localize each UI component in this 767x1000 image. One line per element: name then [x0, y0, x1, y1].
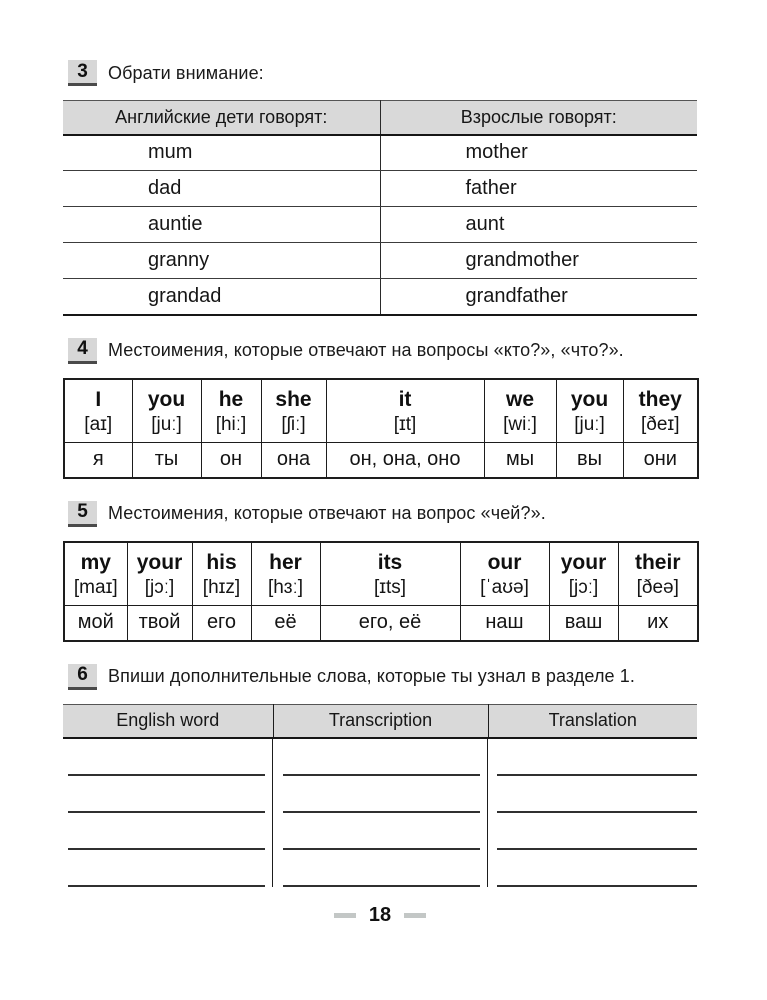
fill-header-transcription: Transcription: [273, 704, 488, 738]
pronoun-transcription: [hɜː]: [267, 576, 304, 598]
pronoun-translation: твой: [127, 606, 192, 641]
writing-line: [283, 885, 480, 887]
blank-row: [63, 739, 272, 776]
section-4-heading: [68, 338, 697, 364]
fill-table-body: [63, 739, 697, 887]
pronoun-translation: ваш: [549, 606, 618, 641]
vocab-child-word: dad: [63, 171, 380, 207]
pronoun-transcription: [juː]: [574, 413, 605, 435]
pronoun-word: she: [275, 387, 312, 411]
writing-line: [497, 885, 697, 887]
pronoun-cell: [261, 379, 326, 443]
blank-row: [273, 850, 487, 887]
pronoun-translation: она: [261, 443, 326, 478]
vocab-header-adults: Взрослые говорят:: [380, 101, 697, 135]
footer-dash-right: [404, 913, 426, 918]
pronoun-translation: они: [623, 443, 698, 478]
vocab-table: [63, 100, 697, 316]
pronoun-word: you: [570, 387, 609, 411]
vocab-adult-word: grandfather: [380, 279, 697, 315]
footer-dash-left: [334, 913, 356, 918]
writing-line: [68, 885, 265, 887]
fill-header-english-word: English word: [63, 704, 273, 738]
pronoun-translation: их: [618, 606, 698, 641]
pronoun-word: he: [218, 387, 244, 411]
pronoun-transcription: [hiː]: [215, 413, 247, 435]
blank-row: [63, 813, 272, 850]
possessive-pronouns-table: [63, 541, 699, 642]
vocab-adult-word: grandmother: [380, 243, 697, 279]
pronoun-cell: [484, 379, 556, 443]
vocab-child-word: auntie: [63, 207, 380, 243]
pronoun-translation: он: [201, 443, 261, 478]
pronoun-translation: его: [192, 606, 251, 641]
pronoun-cell: [201, 379, 261, 443]
section-5-heading: [68, 501, 697, 527]
section-6-number-badge: 6: [68, 664, 97, 690]
blank-row: [273, 739, 487, 776]
table-row: [63, 135, 697, 171]
pronoun-cell: [460, 542, 549, 606]
pronoun-translation: её: [251, 606, 320, 641]
pronoun-transcription: [ðeə]: [636, 576, 679, 598]
pronoun-transcription: [hɪz]: [202, 576, 241, 598]
pronoun-cell: [64, 379, 132, 443]
fill-column-english-word: [63, 739, 273, 887]
pronoun-translation: наш: [460, 606, 549, 641]
vocab-header-children: Английские дети говорят:: [63, 101, 380, 135]
pronoun-cell: [127, 542, 192, 606]
pronoun-word: my: [80, 550, 111, 574]
blank-row: [273, 776, 487, 813]
vocab-child-word: grandad: [63, 279, 380, 315]
pronoun-word-row: [64, 379, 698, 443]
pronoun-translation-row: [64, 443, 698, 478]
vocab-adult-word: aunt: [380, 207, 697, 243]
page-content: [63, 60, 697, 927]
blank-row: [273, 813, 487, 850]
blank-row: [488, 850, 697, 887]
section-6-heading: [68, 664, 697, 690]
pronoun-word: its: [377, 550, 403, 574]
page-footer: [63, 904, 697, 927]
fill-header-translation: Translation: [488, 704, 697, 738]
section-3-number-badge: 3: [68, 60, 97, 86]
pronoun-word: I: [95, 387, 102, 411]
pronoun-cell: [251, 542, 320, 606]
pronoun-translation: вы: [556, 443, 623, 478]
blank-row: [488, 813, 697, 850]
table-row: [63, 243, 697, 279]
pronoun-cell: [556, 379, 623, 443]
section-6-title: Впиши дополнительные слова, которые ты узнал в разделе 1.: [108, 666, 635, 686]
pronoun-translation: его, её: [320, 606, 460, 641]
table-row: [63, 207, 697, 243]
pronoun-transcription: [juː]: [151, 413, 182, 435]
section-4-number-badge: 4: [68, 338, 97, 364]
pronoun-word-row: [64, 542, 698, 606]
pronoun-transcription: [ˈaʊə]: [480, 576, 529, 598]
blank-row: [63, 850, 272, 887]
pronoun-transcription: [ɪt]: [393, 413, 417, 435]
pronoun-cell: [326, 379, 484, 443]
pronoun-transcription: [jɔː]: [568, 576, 599, 598]
fill-header-row: [63, 704, 697, 738]
pronoun-word: they: [638, 387, 682, 411]
pronoun-word: it: [398, 387, 412, 411]
pronoun-word: you: [147, 387, 186, 411]
pronoun-word: we: [505, 387, 534, 411]
page-number: 18: [368, 904, 392, 926]
pronoun-translation: мой: [64, 606, 127, 641]
vocab-header-row: [63, 101, 697, 135]
table-row: [63, 279, 697, 315]
blank-row: [63, 776, 272, 813]
fill-column-transcription: [273, 739, 488, 887]
pronoun-word: their: [634, 550, 681, 574]
section-3-heading: [68, 60, 697, 86]
pronoun-transcription: [wiː]: [503, 413, 537, 435]
blank-row: [488, 739, 697, 776]
pronoun-transcription: [ɪts]: [373, 576, 407, 598]
pronoun-cell: [549, 542, 618, 606]
pronoun-cell: [132, 379, 201, 443]
pronoun-word: your: [136, 550, 183, 574]
pronoun-translation: я: [64, 443, 132, 478]
fill-table-header: [63, 704, 697, 740]
pronoun-word: his: [206, 550, 237, 574]
table-row: [63, 171, 697, 207]
section-5-number-badge: 5: [68, 501, 97, 527]
pronoun-cell: [320, 542, 460, 606]
pronoun-cell: [64, 542, 127, 606]
personal-pronouns-table: [63, 378, 699, 479]
pronoun-word: your: [560, 550, 607, 574]
pronoun-translation: ты: [132, 443, 201, 478]
pronoun-cell: [192, 542, 251, 606]
pronoun-cell: [623, 379, 698, 443]
vocab-child-word: mum: [63, 135, 380, 171]
blank-row: [488, 776, 697, 813]
vocab-child-word: granny: [63, 243, 380, 279]
pronoun-transcription: [ʃiː]: [281, 413, 306, 435]
pronoun-word: her: [269, 550, 302, 574]
vocab-adult-word: father: [380, 171, 697, 207]
vocab-adult-word: mother: [380, 135, 697, 171]
pronoun-transcription: [aɪ]: [84, 413, 113, 435]
section-3-title: Обрати внимание:: [108, 62, 264, 83]
pronoun-translation: он, она, оно: [326, 443, 484, 478]
pronoun-transcription: [maɪ]: [73, 576, 118, 598]
pronoun-cell: [618, 542, 698, 606]
section-5-title: Местоимения, которые отвечают на вопрос «чей?».: [108, 503, 546, 523]
pronoun-translation: мы: [484, 443, 556, 478]
pronoun-translation-row: [64, 606, 698, 641]
pronoun-transcription: [jɔː]: [144, 576, 175, 598]
pronoun-transcription: [ðeɪ]: [641, 413, 680, 435]
pronoun-word: our: [487, 550, 522, 574]
section-4-title: Местоимения, которые отвечают на вопросы «кто?», «что?».: [108, 340, 624, 360]
fill-column-translation: [488, 739, 697, 887]
